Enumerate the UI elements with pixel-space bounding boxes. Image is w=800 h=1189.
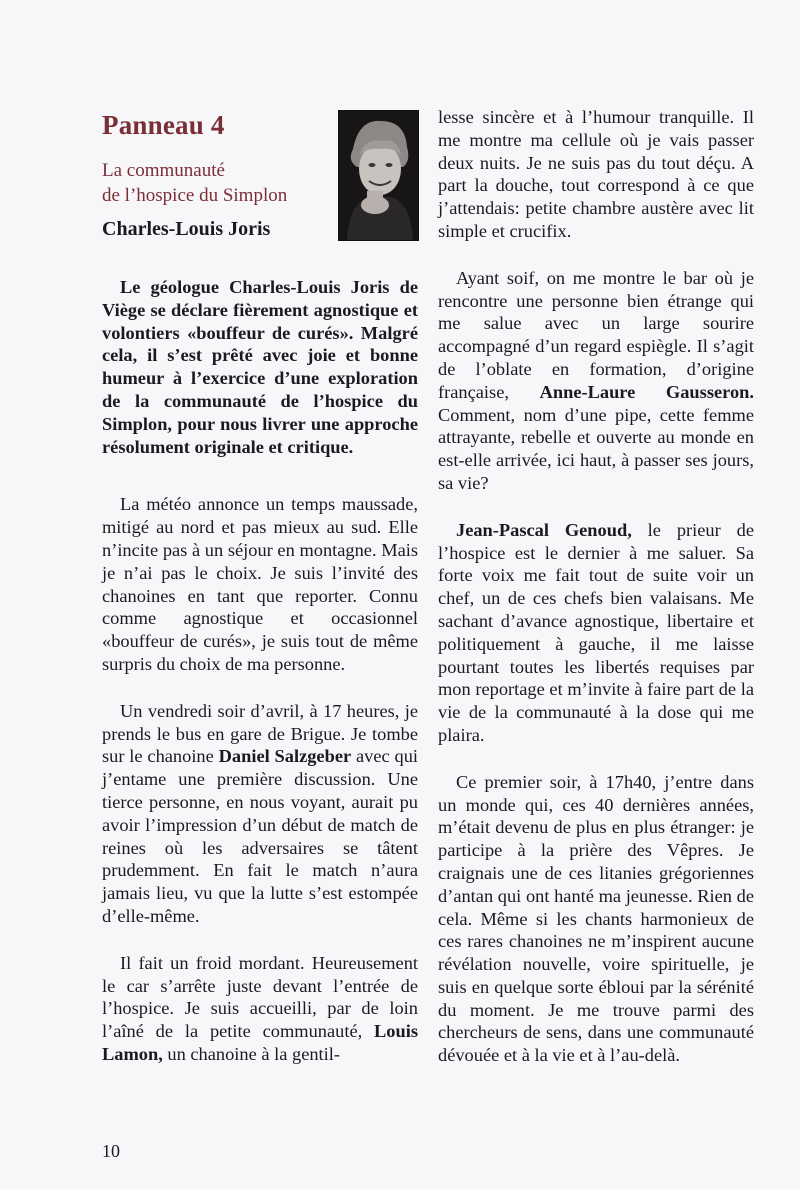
person-name: Daniel Salzgeber — [218, 746, 352, 767]
right-column — [438, 106, 754, 1067]
page-number: 10 — [102, 1141, 120, 1161]
paragraph-vespers: Ce premier soir, à 17h40, j’entre dans un monde qui, ces 40 dernières années, m’était devenu de plus en plus étranger: je participe à la prière des Vêpres. Je craignais une de ces litanies grégoriennes d’antan qui ont hanté ma jeunesse. Rien de cela. Même si les chants harmonieux de ces rares chanoines ne m’inspirent aucune révélation nouvelle, voire spirituelle, je suis en quelque sorte ébloui par la sérénité du moment. Je me trouve parmi des chercheurs de sens, dans une communauté dévouée et à la vie et à l’au-delà. — [438, 771, 754, 1066]
text-segment: Comment, nom d’une pipe, cette femme attrayante, rebelle et ouverte au monde en est-elle arrivée, ici haut, à passer ses jours, sa vie? — [438, 404, 754, 493]
text-segment: le prieur de l’hospice est le dernier à me saluer. Sa forte voix me fait tout de suite voir un chef, un de ces chefs bien valaisans. Me sachant d’avance agnostique, libertaire et politiquement à gauche, il me laisse pourtant toutes les libertés requises par mon reportage et m’invite à faire part de la vie de la communauté à la dose qui me plaira. — [438, 519, 754, 745]
paragraph-cell: lesse sincère et à l’humour tranquille. Il me montre ma cellule où je vais passer deux nuits. Je ne suis pas du tout déçu. A part la douche, tout correspond à ce que j’attendais: petite chambre austère avec lit simple et crucifix. — [438, 107, 754, 241]
text-segment: Il fait un froid mordant. Heureusement le car s’arrête juste devant l’entrée de l’hospice. Je suis accueilli, par de loin l’aîné de la petite communauté, — [102, 952, 418, 1042]
left-column — [102, 108, 418, 1066]
intro-paragraph: Le géologue Charles-Louis Joris de Viège se déclare fièrement agnostique et volontiers «bouffeur de curés». Malgré cela, il s’est prêté avec joie et bonne humeur à l’exercice d’une exploration de la communauté de l’hospice du Simplon, pour nous livrer une approche résolument originale et critique. — [102, 277, 418, 457]
person-name: Anne-Laure Gausseron. — [539, 381, 754, 402]
text-segment: un chanoine à la gentil- — [162, 1043, 341, 1064]
author-portrait-photo — [338, 110, 419, 241]
subtitle-line-1: La communauté — [102, 160, 225, 181]
subtitle-line-2: de l’hospice du Simplon — [102, 185, 288, 206]
paragraph-bus — [102, 700, 418, 928]
author-name: Charles-Louis Joris — [102, 218, 271, 240]
paragraph-weather: La météo annonce un temps maussade, mitigé au nord et pas mieux au sud. Elle n’incite pas à un séjour en montagne. Mais je n’ai pas le choix. Je suis l’invité des chanoines en tant que reporter. Connu comme agnostique et occasionnel «bouffeur de curés», je suis tout de même surpris du choix de ma personne. — [102, 494, 418, 674]
text-segment: Ayant soif, on me montre le bar où je rencontre une personne bien étrange qui me salue avec un large sourire accompagné d’un regard espiègle. Il s’agit de l’oblate en formation, d’origine française, — [438, 267, 754, 402]
paragraph-bar — [438, 267, 754, 495]
panel-title: Panneau 4 — [102, 110, 225, 140]
paragraph-prior — [438, 519, 754, 747]
text-segment: avec qui j’entame une première discussion. Une tierce personne, en nous voyant, aurait pu avoir l’impression d’un début de match de reines où les adversaires se tâtent prudemment. En fait le match n’aura jamais lieu, vu que la lutte s’est estompée d’elle-même. — [102, 746, 418, 926]
paragraph-arrival — [102, 952, 418, 1066]
text-segment: Un vendredi soir d’avril, à 17 heures, je prends le bus en gare de Brigue. Je tombe sur le chanoine — [102, 700, 418, 767]
person-name: Jean-Pascal Genoud, — [456, 519, 632, 540]
portrait-icon — [339, 111, 418, 240]
person-name: Louis Lamon, — [102, 1021, 418, 1064]
